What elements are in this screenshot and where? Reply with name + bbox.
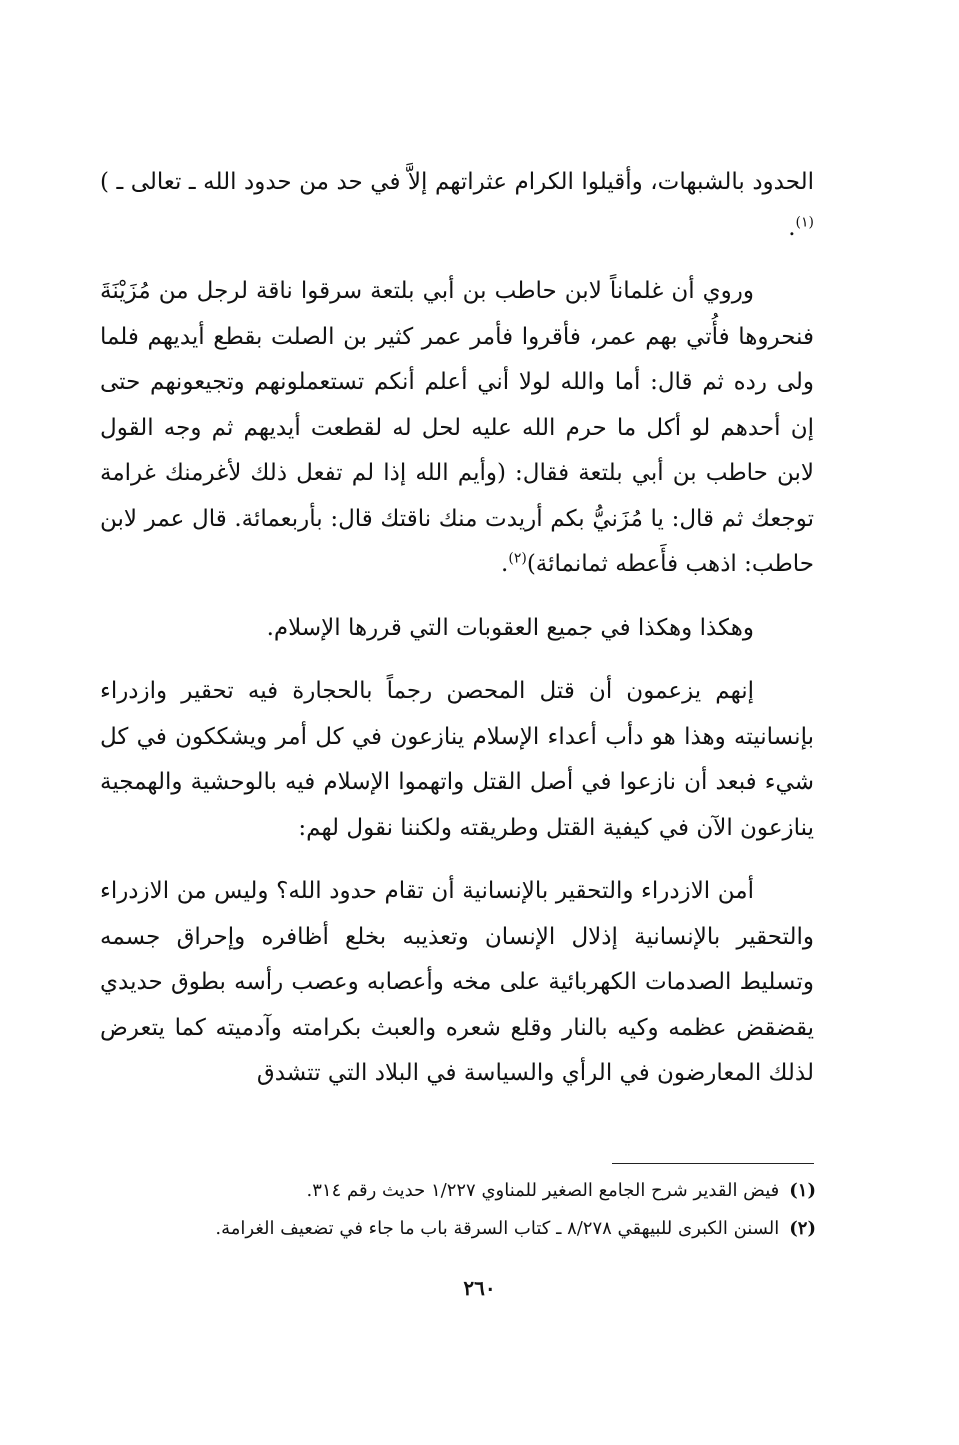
footnote-number: (١) xyxy=(789,1180,816,1201)
footnote-marker: (١) xyxy=(795,213,814,230)
footnote-text: السنن الكبرى للبيهقي ٨/٢٧٨ ـ كتاب السرقة باب ما جاء في تضعيف الغرامة. xyxy=(215,1218,780,1239)
paragraph-text: وهكذا وهكذا في جميع العقوبات التي قررها الإسلام. xyxy=(266,614,754,641)
footnote-number: (٢) xyxy=(789,1218,816,1239)
footnote-1 xyxy=(100,1172,816,1210)
footnote-marker: (٢) xyxy=(508,550,527,567)
paragraph-text: الحدود بالشبهات، وأقيلوا الكرام عثراتهم إلاَّ في حد من حدود الله ـ تعالى ـ ) xyxy=(100,169,814,195)
paragraph-continuation xyxy=(100,160,814,251)
paragraph-text: أمن الازدراء والتحقير بالإنسانية أن تقام حدود الله؟ وليس من الازدراء والتحقير بالإنسانية إذلال الإنسان وتعذيبه بخلع أظافره وإحراق جسمه وتسليط الصدمات الكهربائية على مخه وأعصابه وعصب رأسه بطوق حديدي يقضقض عظمه وكيه بالنار وقلع شعره والعبث بكرامته وآدميته كما يتعرض لذلك المعارضون في الرأي والسياسة في البلاد التي تتشدق xyxy=(100,878,814,1086)
paragraph-story xyxy=(100,269,814,588)
paragraph-summary xyxy=(100,606,814,652)
paragraph-claim xyxy=(100,669,814,851)
footnote-separator xyxy=(612,1163,814,1164)
paragraph-text: وروي أن غلماناً لابن حاطب بن أبي بلتعة سرقوا ناقة لرجل من مُزَيْنَةَ فنحروها فأُتي بهم عمر، فأقروا فأمر عمر كثير بن الصلت بقطع أيديهم فلما ولى رده ثم قال: أما والله لولا أني أعلم أنكم تستعملونهم وتجيعونهم حتى إن أحدهم لو أكل ما حرم الله عليه لحل له لقطعت أيديهم ثم وجه القول لابن حاطب بن أبي بلتعة فقال: (وأيم الله إذا لم تفعل ذلك لأغرمنك غرامة توجعك ثم قال: يا مُزَنيُّ بكم أريدت منك ناقتك قال: بأربعمائة. قال عمر لابن حاطب: اذهب فأَعطه ثمانمائة) xyxy=(100,278,814,577)
main-text xyxy=(100,160,814,1115)
paragraph-tail: . xyxy=(501,551,509,577)
paragraph-text: إنهم يزعمون أن قتل المحصن رجماً بالحجارة فيه تحقير وازدراء بإنسانيته وهذا هو دأب أعداء الإسلام ينازعون في كل أمر ويشككون في كل شيء فبعد أن نازعوا في أصل القتل واتهموا الإسلام فيه بالوحشية والهمجية ينازعون الآن في كيفية القتل وطريقته ولكننا نقول لهم: xyxy=(100,678,814,841)
paragraph-tail: . xyxy=(788,214,796,241)
paragraph-response xyxy=(100,869,814,1097)
page-number: ٢٦٠ xyxy=(463,1276,496,1300)
footnotes xyxy=(100,1172,816,1248)
footnote-text: فيض القدير شرح الجامع الصغير للمناوي ١/٢٢٧ حديث رقم ٣١٤. xyxy=(306,1180,780,1201)
footnote-2 xyxy=(100,1210,816,1248)
